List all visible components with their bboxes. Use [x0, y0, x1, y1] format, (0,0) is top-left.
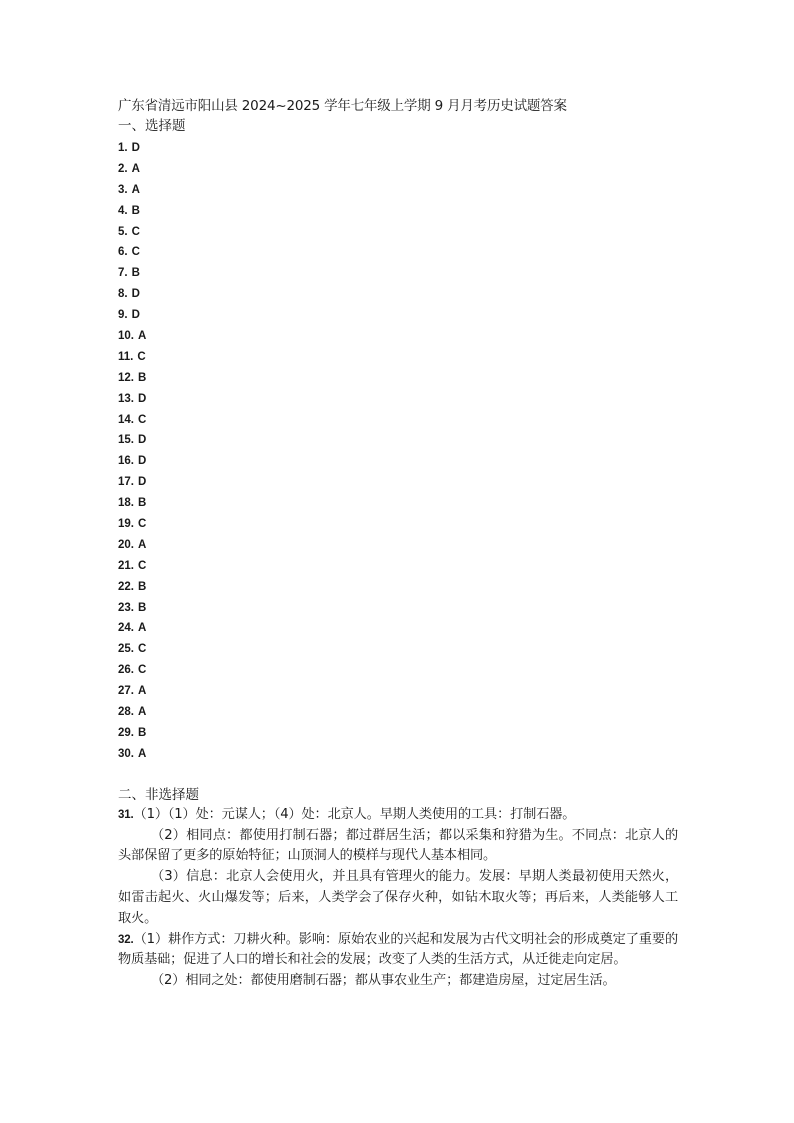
- answer-number: 18.: [118, 497, 134, 510]
- answer-number: 14.: [118, 413, 134, 426]
- answer-letter: D: [138, 476, 147, 489]
- answer-letter: B: [138, 580, 147, 593]
- choice-answer-item: [118, 430, 678, 451]
- answer-number: 26.: [118, 664, 134, 677]
- choice-answer-list: [118, 138, 678, 765]
- answer-document: [118, 96, 678, 992]
- answer-number: 27.: [118, 685, 134, 698]
- document-title: 广东省清远市阳山县 2024~2025 学年七年级上学期 9 月月考历史试题答案: [118, 98, 567, 114]
- choice-answer-item: [118, 451, 678, 472]
- answer-letter: C: [138, 518, 147, 531]
- answer-number: 11.: [118, 350, 134, 363]
- answer-number: 3.: [118, 183, 128, 196]
- choice-answer-item: [118, 639, 678, 660]
- question-32-part-2: （2）相同之处：都使用磨制石器；都从事农业生产；都建造房屋，过定居生活。: [151, 973, 616, 989]
- choice-answer-item: [118, 159, 678, 180]
- answer-letter: B: [138, 371, 147, 384]
- answer-number: 20.: [118, 538, 134, 551]
- answer-number: 12.: [118, 371, 134, 384]
- answer-letter: B: [131, 267, 140, 280]
- answer-letter: A: [138, 538, 147, 551]
- choice-answer-item: [118, 493, 678, 514]
- choice-answer-item: [118, 556, 678, 577]
- answer-number: 8.: [118, 288, 128, 301]
- answer-letter: D: [138, 455, 147, 468]
- choice-answer-item: [118, 222, 678, 243]
- answer-number: 22.: [118, 580, 134, 593]
- choice-answer-item: [118, 535, 678, 556]
- answer-number: 29.: [118, 726, 134, 739]
- answer-letter: C: [131, 246, 140, 259]
- choice-answer-item: [118, 702, 678, 723]
- answer-letter: C: [137, 350, 146, 363]
- question-32-part-1-text: （1）耕作方式：刀耕火种。影响：原始农业的兴起和发展为古代文明社会的形成奠定了重要的物质基础；促进了人口的增长和社会的发展；改变了人类的生活方式，从迁徙走向定居。: [118, 931, 678, 968]
- choice-answer-item: [118, 598, 678, 619]
- answer-number: 1.: [118, 142, 128, 154]
- choice-answer-item: [118, 744, 678, 765]
- answer-letter: C: [138, 664, 147, 677]
- answer-letter: A: [138, 747, 147, 760]
- answer-number: 4.: [118, 204, 128, 217]
- answer-letter: A: [131, 183, 140, 196]
- answer-letter: D: [131, 309, 140, 322]
- answer-letter: D: [138, 392, 147, 405]
- answer-number: 10.: [118, 330, 134, 343]
- answer-letter: A: [138, 622, 147, 635]
- answer-number: 2.: [118, 162, 128, 175]
- answer-number: 19.: [118, 518, 134, 531]
- answer-number: 13.: [118, 392, 134, 405]
- question-31-part-1-text: （1）（1）处：元谋人；（4）处：北京人。早期人类使用的工具：打制石器。: [133, 806, 576, 822]
- section-heading-non-choice: 二、非选择题: [118, 786, 199, 803]
- choice-answer-item: [118, 180, 678, 201]
- answer-letter: B: [131, 204, 140, 217]
- answer-letter: B: [138, 497, 147, 510]
- answer-letter: D: [131, 142, 140, 154]
- answer-number: 9.: [118, 309, 128, 322]
- choice-answer-item: [118, 201, 678, 222]
- choice-answer-item: [118, 326, 678, 347]
- answer-letter: C: [138, 413, 147, 426]
- answer-letter: D: [138, 434, 147, 447]
- choice-answer-item: [118, 138, 678, 159]
- answer-number: 30.: [118, 747, 134, 760]
- question-31-part-2: （2）相同点：都使用打制石器；都过群居生活；都以采集和狩猎为生。不同点：北京人的头部保留了更多的原始特征；山顶洞人的模样与现代人基本相同。: [118, 827, 678, 864]
- answer-number: 6.: [118, 246, 128, 259]
- choice-answer-item: [118, 577, 678, 598]
- answer-letter: C: [138, 643, 147, 656]
- question-number: 31.: [118, 808, 134, 821]
- answer-number: 24.: [118, 622, 134, 635]
- answer-letter: B: [138, 601, 147, 614]
- answer-letter: C: [131, 225, 140, 238]
- section-heading-choice: 一、选择题: [118, 118, 186, 134]
- answer-number: 15.: [118, 434, 134, 447]
- answer-number: 5.: [118, 225, 128, 238]
- choice-answer-item: [118, 681, 678, 702]
- choice-answer-item: [118, 410, 678, 431]
- choice-answer-item: [118, 263, 678, 284]
- answer-letter: C: [138, 559, 147, 572]
- choice-answer-item: [118, 514, 678, 535]
- answer-number: 25.: [118, 643, 134, 656]
- answer-letter: A: [138, 330, 147, 343]
- answer-number: 23.: [118, 601, 134, 614]
- answer-letter: A: [138, 706, 147, 719]
- choice-answer-item: [118, 618, 678, 639]
- answer-letter: A: [131, 162, 140, 175]
- choice-answer-item: [118, 368, 678, 389]
- choice-answer-item: [118, 347, 678, 368]
- choice-answer-item: [118, 472, 678, 493]
- answer-number: 28.: [118, 706, 134, 719]
- choice-answer-item: [118, 242, 678, 263]
- question-32-part-1: [118, 930, 678, 972]
- choice-answer-item: [118, 660, 678, 681]
- choice-answer-item: [118, 305, 678, 326]
- choice-answer-item: [118, 723, 678, 744]
- answer-letter: A: [138, 685, 147, 698]
- choice-answer-item: [118, 389, 678, 410]
- answer-number: 17.: [118, 476, 134, 489]
- question-31-part-1: [118, 805, 678, 826]
- answer-letter: B: [138, 726, 147, 739]
- answer-number: 7.: [118, 267, 128, 280]
- question-number: 32.: [118, 933, 134, 946]
- question-31-part-3: （3）信息：北京人会使用火，并且具有管理火的能力。发展：早期人类最初使用天然火，如雷击起火、火山爆发等；后来，人类学会了保存火种，如钻木取火等；再后来，人类能够人工取火。: [118, 869, 678, 926]
- answer-letter: D: [131, 288, 140, 301]
- answer-number: 16.: [118, 455, 134, 468]
- choice-answer-item: [118, 284, 678, 305]
- answer-number: 21.: [118, 559, 134, 572]
